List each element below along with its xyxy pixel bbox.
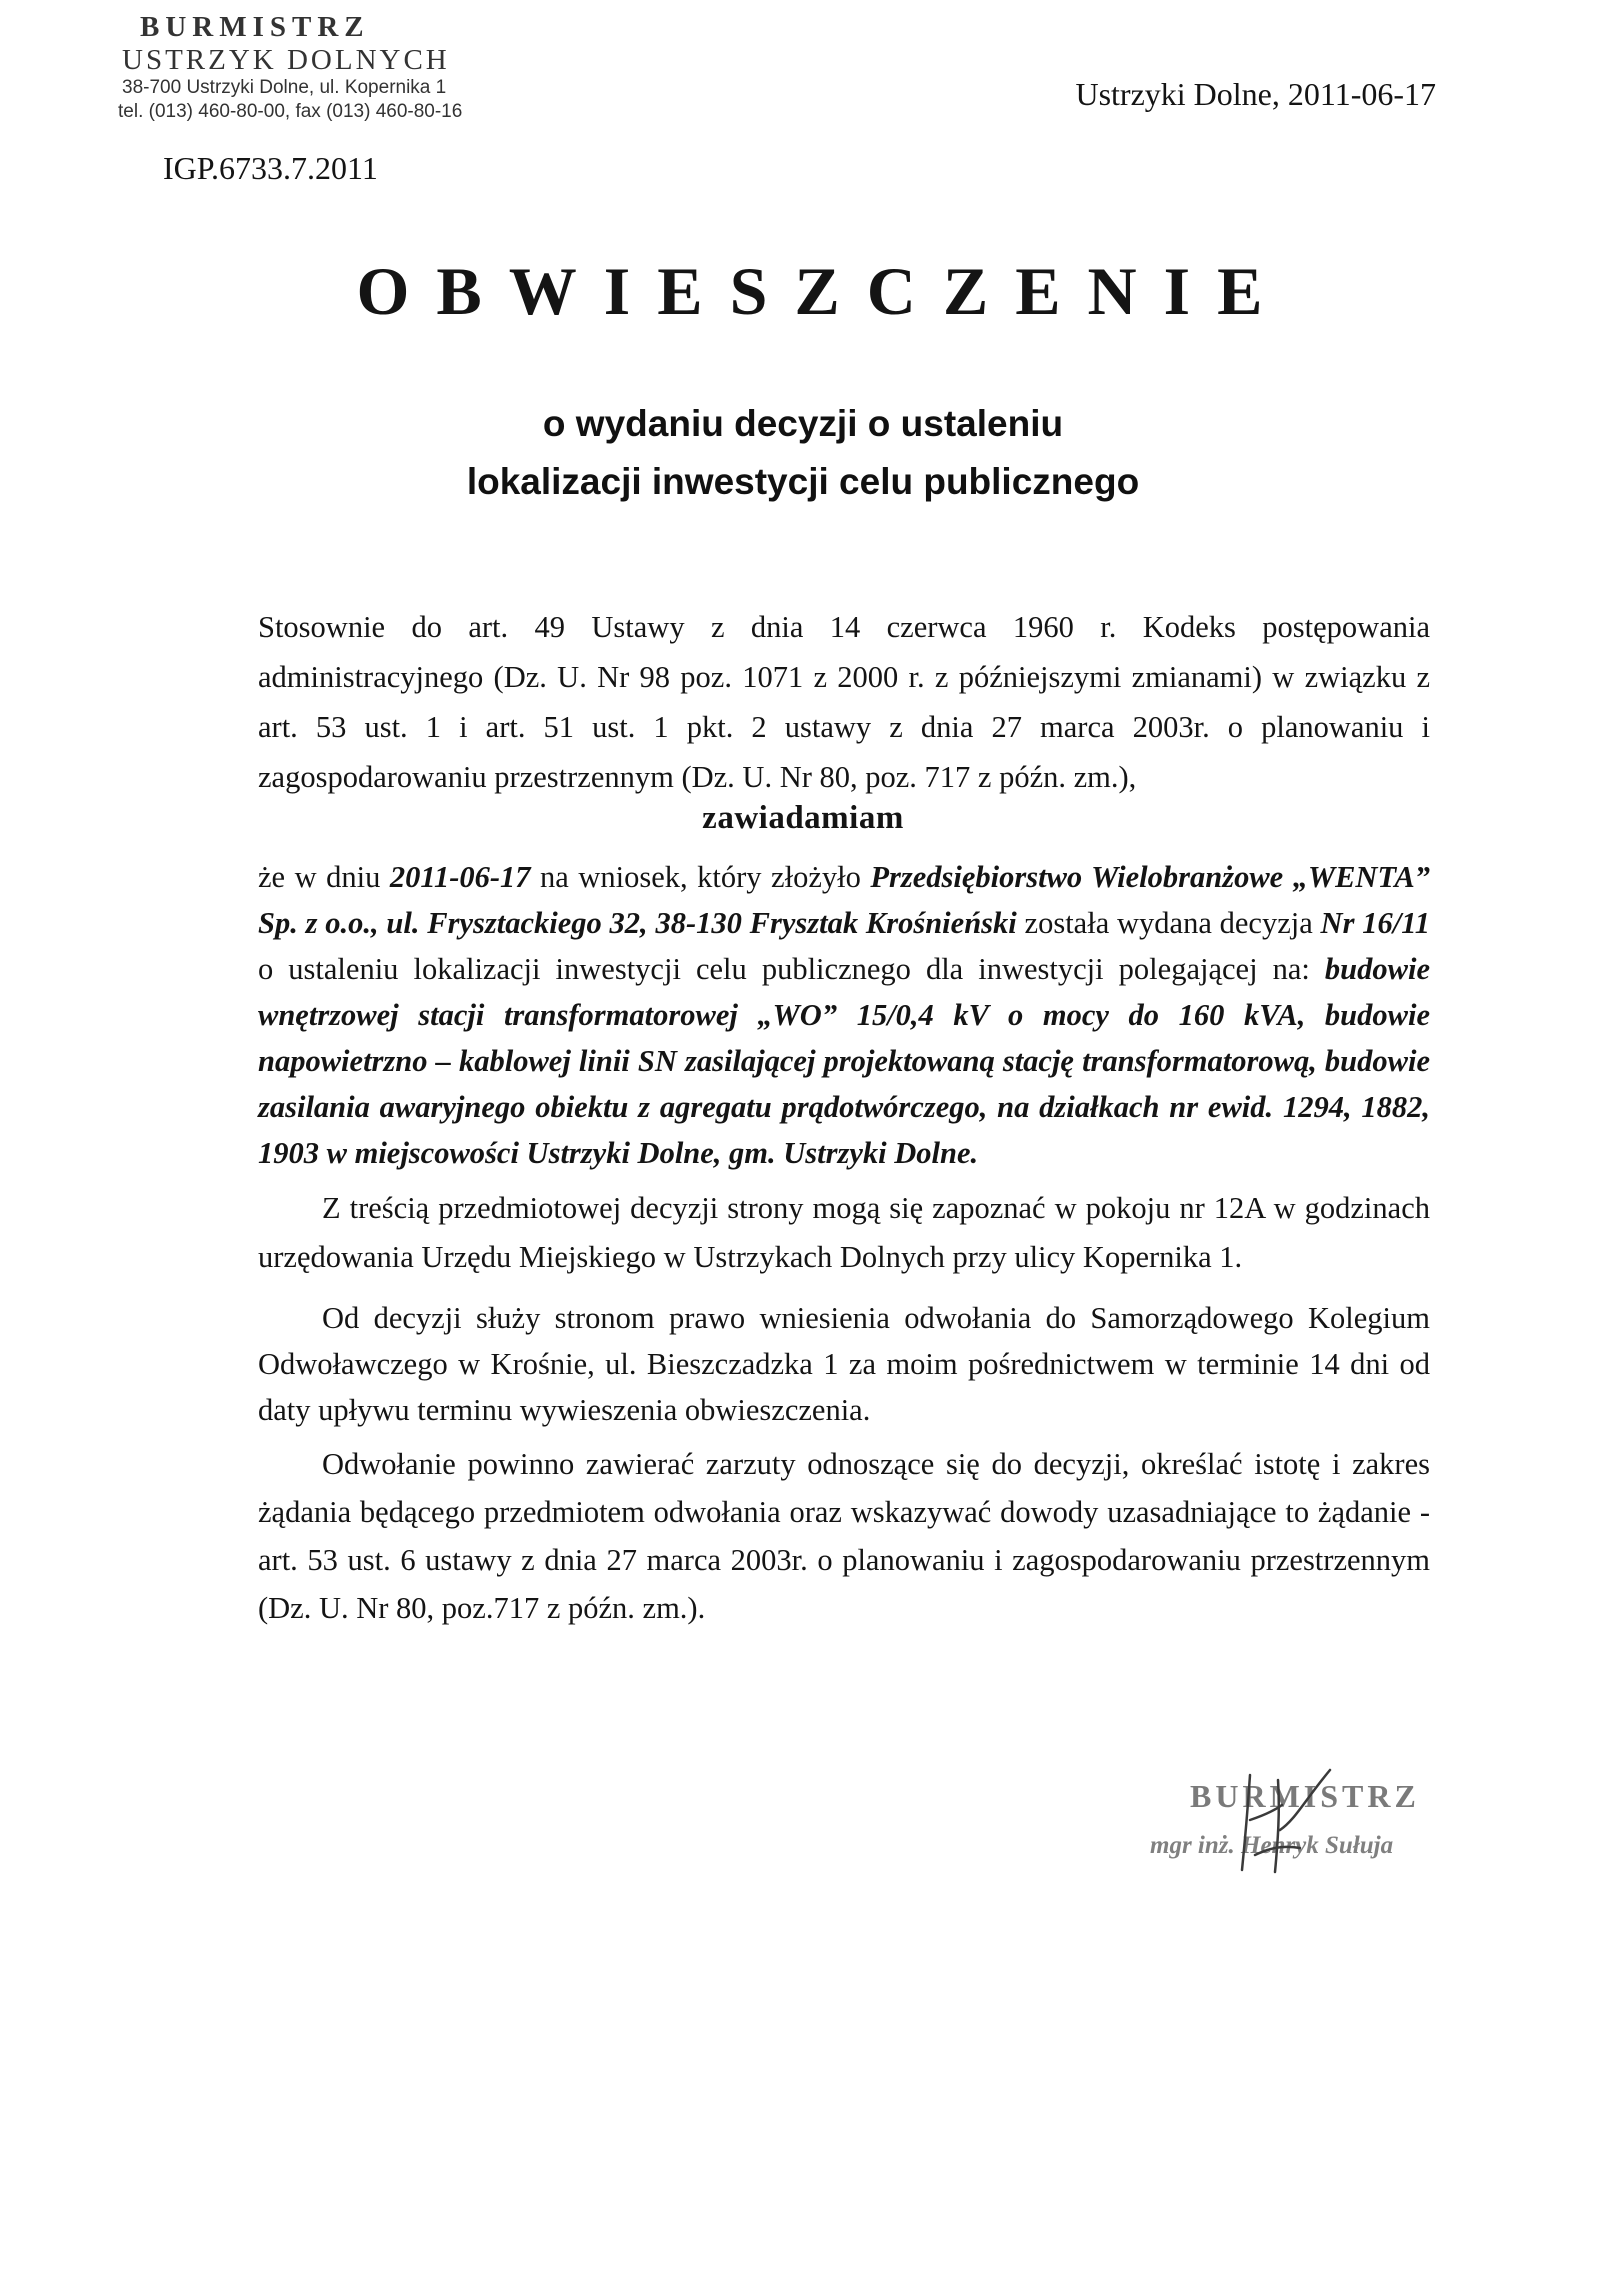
place-and-date: Ustrzyki Dolne, 2011-06-17 bbox=[1075, 76, 1436, 112]
decision-number: Nr 16/11 bbox=[1320, 906, 1431, 940]
stamp-office-title: BURMISTRZ bbox=[140, 11, 370, 43]
legal-basis-paragraph bbox=[258, 552, 1430, 802]
stamp-address: 38-700 Ustrzyki Dolne, ul. Kopernika 1 bbox=[122, 77, 447, 98]
announcement-text-3: została wydana decyzja bbox=[1016, 906, 1321, 940]
signature-block bbox=[1150, 1760, 1470, 1880]
appeal-requirements-paragraph: Odwołanie powinno zawierać zarzuty odnoszące się do decyzji, określać istotę i zakres żądania będącego przedmiotem odwołania oraz wskazywać dowody uzasadniające to żądanie - art. 53 ust. 6 ustawy z dnia 27 marca 2003r. o planowaniu i zagospodarowaniu przestrzennym (Dz. U. Nr 80, poz.717 z późn. zm.). bbox=[258, 1447, 1430, 1625]
decision-date: 2011-06-17 bbox=[389, 860, 531, 894]
document-title: OBWIESZCZENIE bbox=[356, 253, 1290, 329]
announce-heading: zawiadamiam bbox=[702, 800, 904, 836]
subtitle-line-2: lokalizacji inwestycji celu publicznego bbox=[466, 461, 1140, 502]
subtitle-line-1: o wydaniu decyzji o ustaleniu bbox=[542, 403, 1064, 444]
announcement-text-1: że w dniu bbox=[258, 860, 390, 894]
announcement-text-2: na wniosek, który złożyło bbox=[530, 860, 871, 894]
stamp-phone-fax: tel. (013) 460-80-00, fax (013) 460-80-16 bbox=[118, 101, 463, 122]
applicant-name: Przedsiębiorstwo Wielobranżowe „WENTA” Sp. z o.o., ul. Frysztackiego 32, 38-130 Frysztak Krośnieński bbox=[258, 860, 1430, 940]
stamp-town: USTRZYK DOLNYCH bbox=[122, 44, 450, 76]
signature-title: BURMISTRZ bbox=[1190, 1778, 1420, 1814]
letterhead-stamp bbox=[118, 10, 498, 124]
legal-basis-text: Stosownie do art. 49 Ustawy z dnia 14 czerwca 1960 r. Kodeks postępowania administracyjnego (Dz. U. Nr 98 poz. 1071 z 2000 r. z późniejszymi zmianami) w związku z art. 53 ust. 1 i art. 51 ust. 1 pkt. 2 ustawy z dnia 27 marca 2003r. o planowaniu i zagospodarowaniu przestrzennym (Dz. U. Nr 80, poz. 717 z późn. zm.), bbox=[258, 610, 1430, 794]
investment-description: budowie wnętrzowej stacji transformatorowej „WO” 15/0,4 kV o mocy do 160 kVA, budowie napowietrzno – kablowej linii SN zasilającej projektowaną stację transformatorową, budowie zasilania awaryjnego obiektu z agregatu prądotwórczego, na działkach nr ewid. 1294, 1882, 1903 w miejscowości Ustrzyki Dolne, gm. Ustrzyki Dolne. bbox=[258, 952, 1430, 1170]
signature-name: mgr inż. Henryk Sułuja bbox=[1150, 1832, 1394, 1859]
document-subtitle bbox=[0, 395, 1606, 511]
handwritten-signature-icon bbox=[1220, 1760, 1340, 1880]
announcement-paragraph bbox=[258, 854, 1430, 1176]
access-paragraph: Z treścią przedmiotowej decyzji strony mogą się zapoznać w pokoju nr 12A w godzinach urzędowania Urzędu Miejskiego w Ustrzykach Dolnych przy ulicy Kopernika 1. bbox=[258, 1191, 1430, 1274]
appeal-paragraph: Od decyzji służy stronom prawo wniesienia odwołania do Samorządowego Kolegium Odwoławczego w Krośnie, ul. Bieszczadzka 1 za moim pośrednictwem w terminie 14 dni od daty upływu terminu wywieszenia obwieszczenia. bbox=[258, 1301, 1430, 1427]
announcement-text-4: o ustaleniu lokalizacji inwestycji celu publicznego dla inwestycji polegającej na: bbox=[258, 952, 1325, 986]
case-number: IGP.6733.7.2011 bbox=[163, 150, 378, 186]
